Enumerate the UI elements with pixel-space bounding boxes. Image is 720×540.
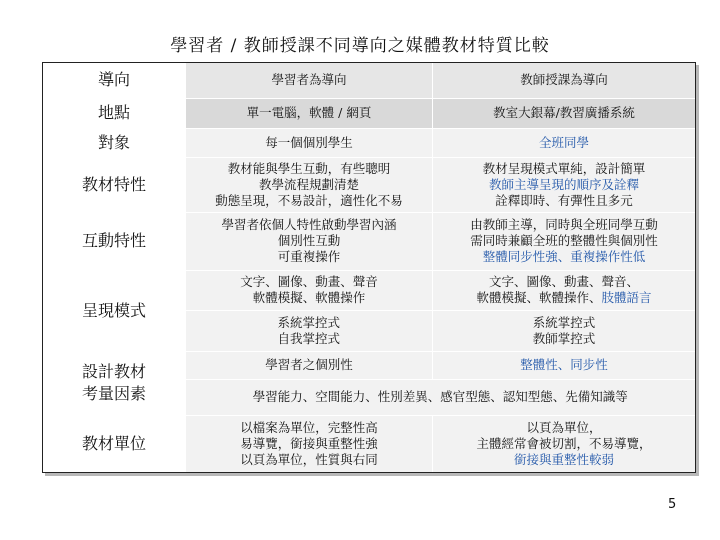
location-learner: 單一電腦，軟體 / 網頁 — [186, 98, 433, 128]
design-learner: 學習者之個別性 — [186, 351, 433, 379]
material-learner-line: 動態呈現，不易設計，適性化不易 — [215, 192, 403, 208]
material-learner-line: 教學流程規劃清楚 — [258, 176, 359, 192]
presentation-learner-line: 文字、圖像、動畫、聲音 — [240, 274, 378, 289]
material-teacher-line: 教師主導呈現的順序及詮釋 — [488, 176, 639, 192]
interaction-learner-line: 個別性互動 — [277, 233, 341, 248]
presentation-teacher-bottom — [433, 310, 696, 351]
row-label-presentation: 呈現模式 — [43, 270, 186, 351]
presentation-teacher-line: 系統掌控式 — [532, 314, 596, 330]
interaction-learner — [186, 212, 433, 270]
material-teacher-line: 教材呈現模式單純，設計簡單 — [482, 160, 646, 176]
row-label-interaction: 互動特性 — [43, 212, 186, 270]
material-teacher — [433, 157, 696, 212]
header-orientation: 導向 — [43, 63, 186, 98]
target-learner: 每一個個別學生 — [186, 128, 433, 157]
unit-teacher-line: 以頁為單位， — [526, 419, 602, 435]
material-teacher-line: 詮釋即時、有彈性且多元 — [495, 192, 633, 208]
interaction-teacher — [433, 212, 696, 270]
comparison-table — [42, 62, 696, 473]
row-label-location: 地點 — [43, 98, 186, 128]
row-label-design-line: 設計教材 — [81, 362, 146, 381]
presentation-teacher-highlight: 肢體語言 — [601, 290, 652, 305]
header-learner: 學習者為導向 — [186, 63, 433, 98]
row-label-target: 對象 — [43, 128, 186, 157]
interaction-teacher-line: 需同時兼顧全班的整體性與個別性 — [470, 233, 658, 248]
row-label-unit: 教材單位 — [43, 415, 186, 472]
design-teacher: 整體性、同步性 — [433, 351, 696, 379]
presentation-teacher-line — [437, 290, 691, 306]
presentation-teacher-line: 教師掌控式 — [532, 330, 596, 346]
interaction-learner-line: 學習者依個人特性啟動學習內涵 — [221, 217, 397, 232]
header-teacher: 教師授課為導向 — [433, 63, 696, 98]
unit-learner — [186, 415, 433, 472]
page-number: 5 — [668, 497, 677, 512]
location-teacher: 教室大銀幕/教習廣播系統 — [433, 98, 696, 128]
presentation-learner-top — [186, 270, 433, 310]
presentation-teacher-line: 文字、圖像、動畫、聲音、 — [488, 274, 639, 289]
unit-teacher-line: 銜接與重整性較弱 — [513, 451, 614, 467]
presentation-learner-line: 軟體模擬、軟體操作 — [252, 290, 366, 305]
unit-learner-line: 易導覽，銜接與重整性強 — [240, 435, 378, 451]
unit-learner-line: 以檔案為單位，完整性高 — [240, 419, 378, 435]
row-label-material: 教材特性 — [43, 157, 186, 212]
interaction-teacher-line: 整體同步性強、重複操作性低 — [482, 249, 646, 264]
presentation-teacher-text: 軟體模擬、軟體操作、 — [476, 290, 602, 305]
unit-teacher-line: 主體經常會被切割，不易導覽， — [476, 435, 652, 451]
row-label-design — [43, 351, 186, 415]
target-teacher: 全班同學 — [433, 128, 696, 157]
material-learner — [186, 157, 433, 212]
unit-teacher — [433, 415, 696, 472]
unit-learner-line: 以頁為單位，性質與右同 — [240, 451, 378, 467]
presentation-learner-line: 自我掌控式 — [277, 330, 340, 346]
design-shared: 學習能力、空間能力、性別差異、感官型態、認知型態、先備知識等 — [186, 379, 696, 415]
presentation-teacher-top — [433, 270, 696, 310]
row-label-design-line: 考量因素 — [81, 384, 146, 403]
material-learner-line: 教材能與學生互動，有些聰明 — [227, 160, 391, 176]
presentation-learner-line: 系統掌控式 — [277, 314, 340, 330]
presentation-learner-bottom — [186, 310, 433, 351]
interaction-learner-line: 可重複操作 — [277, 249, 341, 264]
page-title: 學習者 / 教師授課不同導向之媒體教材特質比較 — [170, 36, 550, 56]
interaction-teacher-line: 由教師主導，同時與全班同學互動 — [470, 217, 658, 232]
